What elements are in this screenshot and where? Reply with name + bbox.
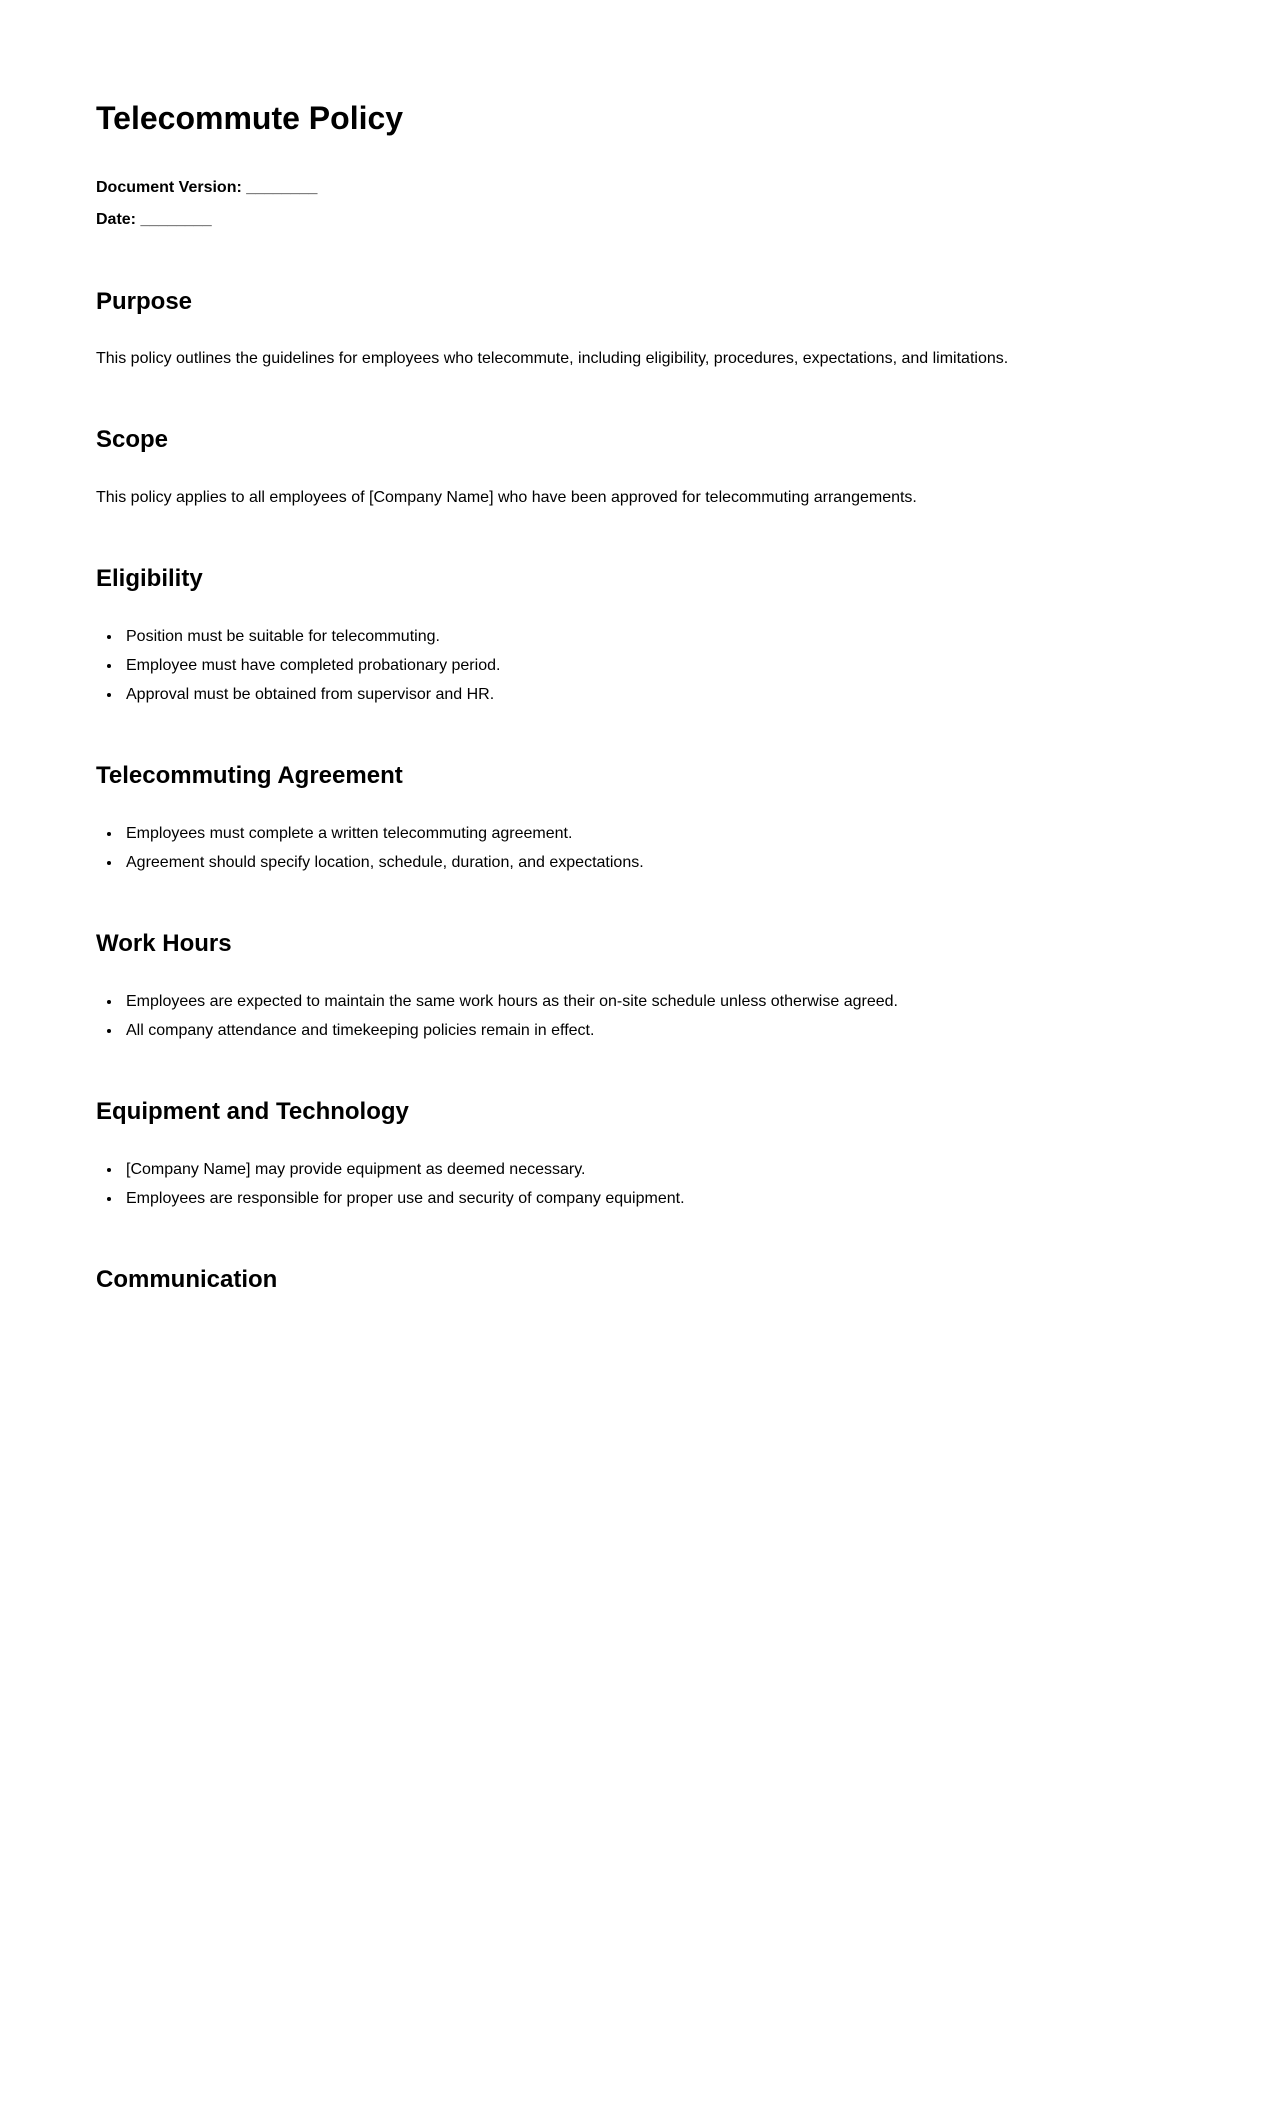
purpose-paragraph: This policy outlines the guidelines for employees who telecommute, including eligibility, procedures, expectations, and limitations. <box>96 350 1009 368</box>
list-item: • Employees are responsible for proper use and security of company equipment. <box>122 1189 1167 1208</box>
page-title: Telecommute Policy <box>96 100 404 136</box>
document-meta <box>96 179 1167 230</box>
equipment-and-technology-list <box>96 1160 1167 1208</box>
list-item: • Employee must have completed probationary period. <box>122 656 1167 675</box>
work-hours-list <box>96 992 1167 1040</box>
eligibility-list <box>96 627 1167 705</box>
section-heading-communication: Communication <box>96 1266 278 1294</box>
section-heading-eligibility: Eligibility <box>96 565 203 593</box>
list-item: • Agreement should specify location, schedule, duration, and expectations. <box>122 853 1167 872</box>
scope-paragraph: This policy applies to all employees of [Company Name] who have been approved for telecommuting arrangements. <box>96 488 917 506</box>
version-line <box>96 179 1167 197</box>
section-heading-scope: Scope <box>96 426 169 454</box>
date-blank: ________ <box>140 211 212 229</box>
list-item: • Employees must complete a written telecommuting agreement. <box>122 824 1167 843</box>
section-heading-purpose: Purpose <box>96 287 193 315</box>
version-label: Document Version: <box>96 178 242 196</box>
list-item: • Approval must be obtained from supervisor and HR. <box>122 685 1167 704</box>
list-item: • Employees are expected to maintain the same work hours as their on-site schedule unless otherwise agreed. <box>122 992 1167 1011</box>
section-heading-equipment-and-technology: Equipment and Technology <box>96 1098 409 1126</box>
version-blank: ________ <box>246 178 318 196</box>
section-heading-telecommuting-agreement: Telecommuting Agreement <box>96 762 403 790</box>
list-item: • All company attendance and timekeeping policies remain in effect. <box>122 1021 1167 1040</box>
list-item: • Position must be suitable for telecommuting. <box>122 627 1167 646</box>
list-item: • [Company Name] may provide equipment as deemed necessary. <box>122 1160 1167 1179</box>
date-label: Date: <box>96 211 137 229</box>
section-heading-work-hours: Work Hours <box>96 930 232 958</box>
telecommuting-agreement-list <box>96 824 1167 872</box>
date-line <box>96 211 1167 229</box>
